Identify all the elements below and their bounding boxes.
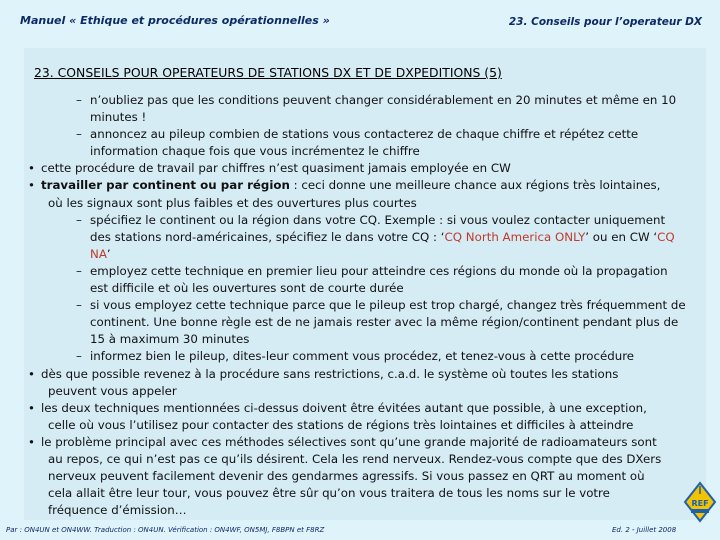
dash-marker: – [76,349,82,364]
list-item-continuation: au repos, ce qui n’est pas ce qu’ils désirent. Cela les rend nerveux. Rendez-vous compte que des DXers [48,451,662,466]
list-item-continuation: information chaque fois que vous incrémentez le chiffre [90,144,420,159]
slide-title: 23. CONSEILS POUR OPERATEURS DE STATIONS DX ET DE DXPEDITIONS (5) [34,65,502,80]
list-item: – employez cette technique en premier lieu pour atteindre ces régions du monde où la propagation [28,263,693,280]
list-item-continuation: NA’ [90,246,111,261]
ref-logo-icon [682,480,718,530]
list-item: – si vous employez cette technique parce que le pileup est trop chargé, changez très fréquemment de [28,297,693,314]
list-item-continuation: des stations nord-américaines, spécifiez le dans votre CQ : ‘CQ North America ONLY’ ou en CW ‘CQ [90,229,675,244]
list-item-continuation: fréquence d’émission… [48,503,187,518]
list-item: • le problème principal avec ces méthodes sélectives sont qu’une grande majorité de radioamateurs sont [28,434,693,451]
bullet-marker: • [28,366,35,381]
list-item-continuation: peuvent vous appeler [48,383,177,398]
slide-body [28,92,693,519]
list-item-continuation: cela allait être leur tour, vous pouvez être sûr qu’on vous traitera de tous les noms sur le votre [48,486,610,501]
dash-marker: – [76,212,82,227]
bullet-marker: • [28,178,35,193]
list-item: – informez bien le pileup, dites-leur comment vous procédez, et tenez-vous à cette procédure [28,348,693,365]
list-item-continuation: celle où vous l’utilisez pour contacter des stations de régions très lointaines et difficiles à atteindre [48,417,634,432]
header-chapter-title: 23. Conseils pour l’operateur DX [508,16,702,28]
dash-marker: – [76,298,82,313]
dash-marker: – [76,93,82,107]
list-item: • travailler par continent ou par région : ceci donne une meilleure chance aux régions très lointaines, [28,177,693,194]
bullet-marker: • [28,161,35,176]
header-manual-title: Manuel « Ethique et procédures opérationnelles » [20,14,330,27]
list-item: – n’oubliez pas que les conditions peuvent changer considérablement en 20 minutes et même en 10 [28,92,693,109]
list-item: • les deux techniques mentionnées ci-dessus doivent être évitées autant que possible, à une exception, [28,400,693,417]
list-item-continuation: est difficile et où les ouvertures sont de courte durée [90,281,404,296]
list-item-continuation: nerveux peuvent facilement devenir des gendarmes agressifs. Si vous passez en QRT au moment où [48,469,645,484]
dash-marker: – [76,263,82,278]
footer-credits: Par : ON4UN et ON4WW. Traduction : ON4UN. Vérification : ON4WF, ON5MJ, F8BPN et F8RZ [6,526,325,534]
bullet-marker: • [28,400,35,415]
bullet-marker: • [28,434,35,449]
list-item-continuation: minutes ! [90,110,147,125]
list-item: • dès que possible revenez à la procédure sans restrictions, c.a.d. le système où toutes les stations [28,366,693,383]
list-item: – spécifiez le continent ou la région dans votre CQ. Exemple : si vous voulez contacter uniquement [28,212,693,229]
list-item: • cette procédure de travail par chiffres n’est quasiment jamais employée en CW [28,160,693,177]
list-item-continuation: 15 à maximum 30 minutes [90,332,250,347]
list-item: – annoncez au pileup combien de stations vous contacterez de chaque chiffre et répétez cette [28,126,693,143]
list-item-continuation: où les signaux sont plus faibles et des ouvertures plus courtes [48,195,417,210]
list-item-continuation: continent. Une bonne règle est de ne jamais rester avec la même région/continent pendant plus de [90,315,679,330]
dash-marker: – [76,127,82,142]
footer-edition: Ed. 2 - Juillet 2008 [612,526,677,534]
logo-text: REF [691,499,709,508]
